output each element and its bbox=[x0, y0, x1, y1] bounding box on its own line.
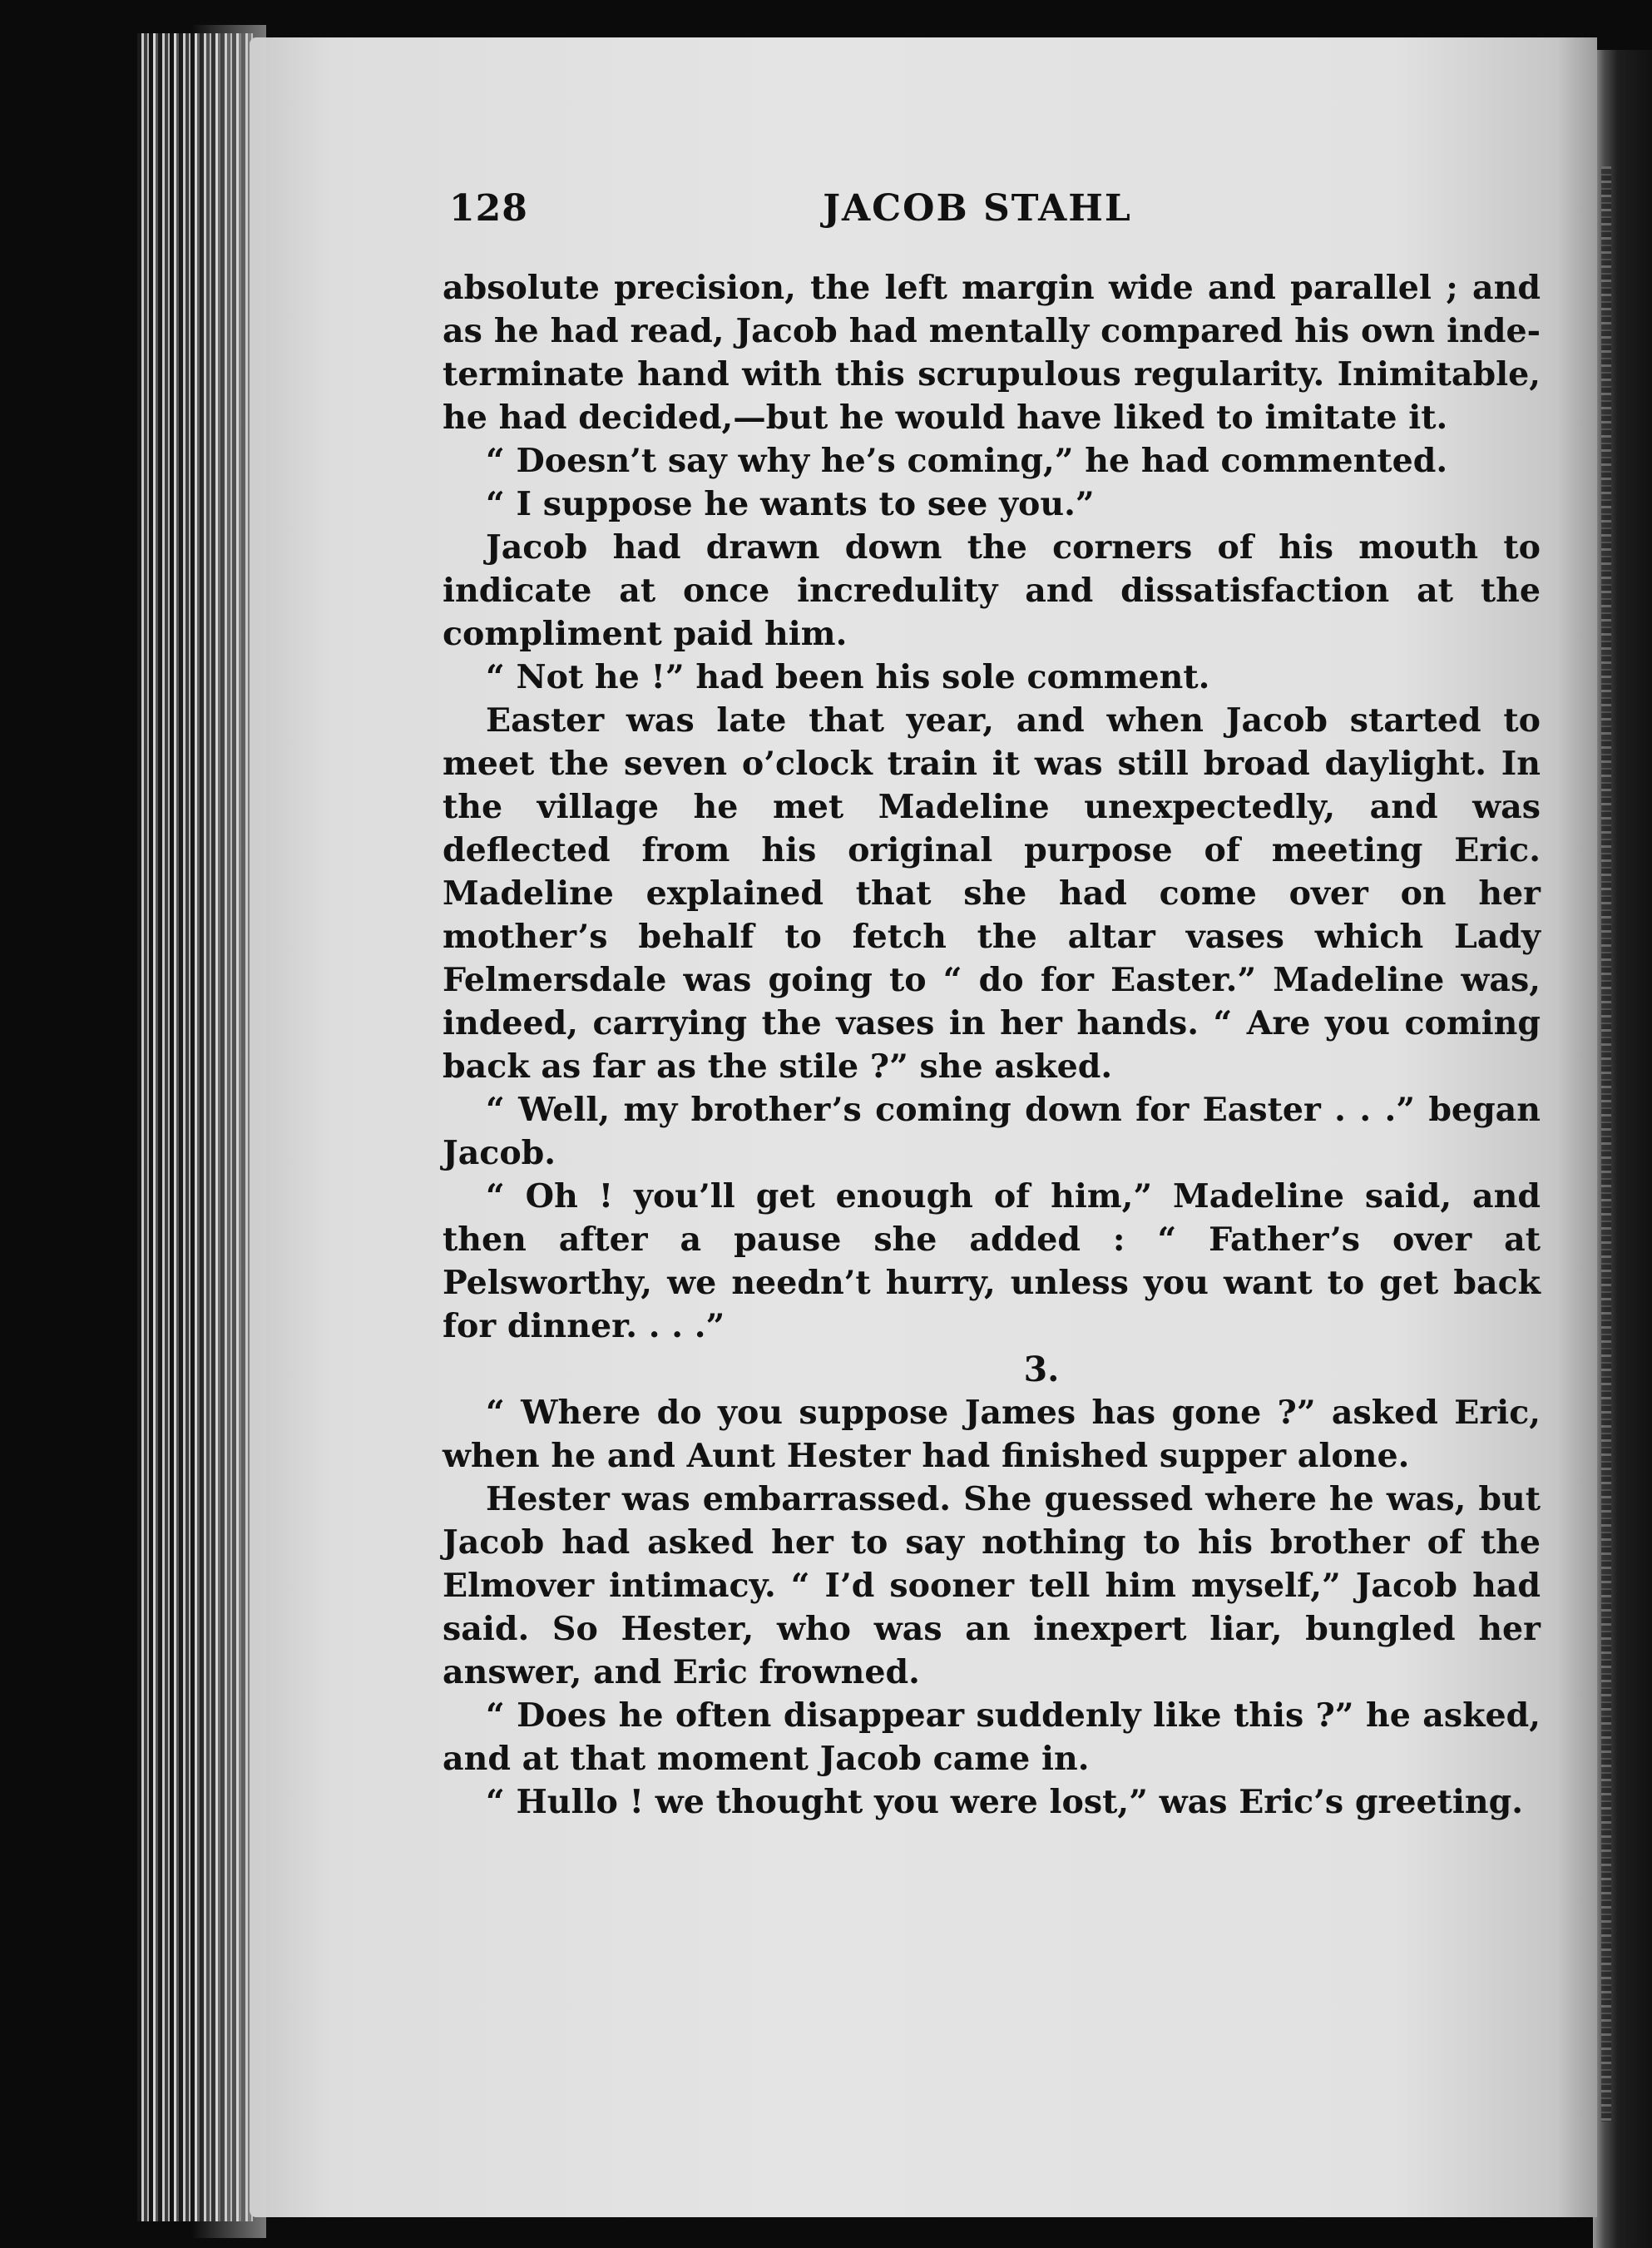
paragraph: “ Not he !” had been his sole comment. bbox=[486, 658, 1210, 696]
paragraph: “ Well, my brother’s coming down for Easter . . .” began Jacob. bbox=[443, 1091, 1541, 1172]
page-sheet bbox=[250, 37, 1597, 2217]
page-number: 128 bbox=[449, 187, 528, 230]
paragraph: “ Doesn’t say why he’s coming,” he had commented. bbox=[486, 442, 1448, 480]
paragraph: Easter was late that year, and when Jacob started to meet the seven o’clock train it was still broad daylight. In the village he met Madeline unexpectedly, and was deflected from his original purpose of meeting Eric. Madeline explained that she had come over on her mother’s behalf to fetch the altar vases which Lady Felmersdale was going to “ do for Easter.” Madeline was, indeed, carrying the vases in her hands. “ Are you coming back as far as the stile ?” she asked. bbox=[443, 701, 1541, 1086]
paragraph: absolute precision, the left margin wide and parallel ; and as he had read, Jacob had mentally compared his own indeterminate hand with this scrupulous regularity. Inimitable, he had decided,—but he would have liked to imitate it. bbox=[443, 269, 1541, 437]
running-head bbox=[449, 187, 1397, 245]
paragraph: Jacob had drawn down the corners of his mouth to indicate at once incredulity and dissatisfaction at the compliment paid him. bbox=[443, 528, 1541, 653]
section-number: 3. bbox=[1023, 1349, 1060, 1389]
gutter-shadow bbox=[191, 25, 266, 2238]
paragraph: “ I suppose he wants to see you.” bbox=[486, 485, 1095, 523]
paragraph: “ Where do you suppose James has gone ?” asked Eric, when he and Aunt Hester had finished supper alone. bbox=[443, 1394, 1541, 1475]
running-title: JACOB STAHL bbox=[823, 187, 1132, 230]
paragraph: “ Does he often disappear suddenly like this ?” he asked, and at that moment Jacob came in. bbox=[443, 1696, 1541, 1778]
paragraph: “ Oh ! you’ll get enough of him,” Madeline said, and then after a pause she added : “ Father’s over at Pelsworthy, we needn’t hurry, unless you want to get back for dinner. . . .” bbox=[443, 1177, 1541, 1345]
right-edge-texture bbox=[1601, 166, 1611, 2122]
paragraph: “ Hullo ! we thought you were lost,” was Eric’s greeting. bbox=[486, 1783, 1523, 1821]
body-text bbox=[443, 266, 1541, 1824]
paragraph: Hester was embarrassed. She guessed where he was, but Jacob had asked her to say nothing to his brother of the Elmover intimacy. “ I’d sooner tell him myself,” Jacob had said. So Hester, who was an inexpert liar, bungled her answer, and Eric frowned. bbox=[443, 1480, 1541, 1691]
